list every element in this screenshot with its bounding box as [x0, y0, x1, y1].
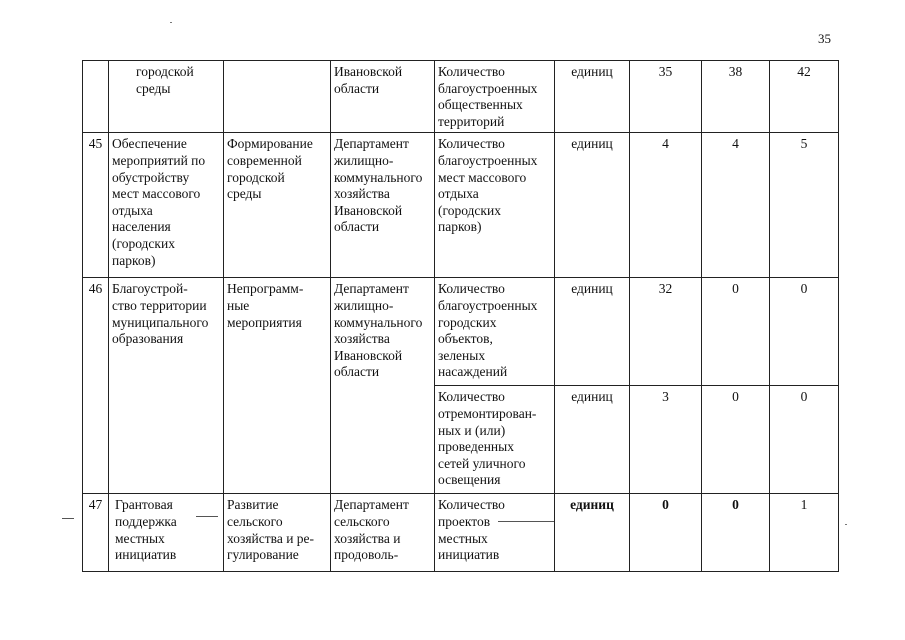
row-number	[83, 61, 109, 133]
value-year3: 1	[770, 494, 839, 572]
event-cell	[109, 61, 224, 133]
value-year2: 38	[702, 61, 770, 133]
unit-cell: единиц	[555, 278, 630, 386]
indicator-name: Количество проектов местных инициатив	[435, 494, 555, 572]
value-year1: 4	[630, 133, 702, 278]
program-cell: Развитие сельского хозяйства и ре- гулирование	[224, 494, 331, 572]
value-year2: 4	[702, 133, 770, 278]
scan-artifact-dot	[170, 22, 172, 23]
indicators-table	[82, 60, 839, 572]
unit-cell: единиц	[555, 386, 630, 494]
event-cell: Обеспечение мероприятий по обустройству мест массового отдыха населения (городских парков)	[109, 133, 224, 278]
page-number: 35	[818, 31, 831, 46]
value-year2: 0	[702, 494, 770, 572]
indicator-name: Количество благоустроенных мест массового отдыха (городских парков)	[435, 133, 555, 278]
program-cell: Формирование современной городской среды	[224, 133, 331, 278]
unit-cell: единиц	[555, 133, 630, 278]
executor-cell: Департамент сельского хозяйства и продоволь-	[331, 494, 435, 572]
indicator-name: Количество отремонтирован- ных и (или) проведенных сетей уличного освещения	[435, 386, 555, 494]
program-cell: Непрограмм- ные мероприятия	[224, 278, 331, 494]
row-number: 46	[83, 278, 109, 494]
value-year3: 0	[770, 386, 839, 494]
value-year3: 42	[770, 61, 839, 133]
row-number: 47	[83, 494, 109, 572]
scan-artifact-dot	[845, 524, 847, 525]
table-row	[83, 494, 839, 572]
indicator-name: Количество благоустроенных общественных территорий	[435, 61, 555, 133]
unit-cell: единиц	[555, 61, 630, 133]
scan-artifact-line	[498, 521, 554, 522]
row-number: 45	[83, 133, 109, 278]
executor-cell: Ивановской области	[331, 61, 435, 133]
event-cell: Благоустрой- ство территории муниципального образования	[109, 278, 224, 494]
scan-artifact-line	[62, 518, 74, 519]
table-row	[83, 133, 839, 278]
executor-cell: Департамент жилищно- коммунального хозяйства Ивановской области	[331, 278, 435, 494]
value-year1: 3	[630, 386, 702, 494]
program-cell	[224, 61, 331, 133]
value-year3: 5	[770, 133, 839, 278]
table-row	[83, 61, 839, 133]
unit-cell: единиц	[555, 494, 630, 572]
value-year1: 32	[630, 278, 702, 386]
event-cell: Грантовая поддержка местных инициатив	[109, 494, 224, 572]
executor-cell: Департамент жилищно- коммунального хозяйства Ивановской области	[331, 133, 435, 278]
indicator-name: Количество благоустроенных городских объектов, зеленых насаждений	[435, 278, 555, 386]
value-year2: 0	[702, 278, 770, 386]
value-year3: 0	[770, 278, 839, 386]
table-row	[83, 278, 839, 386]
value-year1: 35	[630, 61, 702, 133]
value-year1: 0	[630, 494, 702, 572]
value-year2: 0	[702, 386, 770, 494]
event-text: городской среды	[136, 64, 194, 96]
scan-artifact-line	[196, 516, 218, 517]
